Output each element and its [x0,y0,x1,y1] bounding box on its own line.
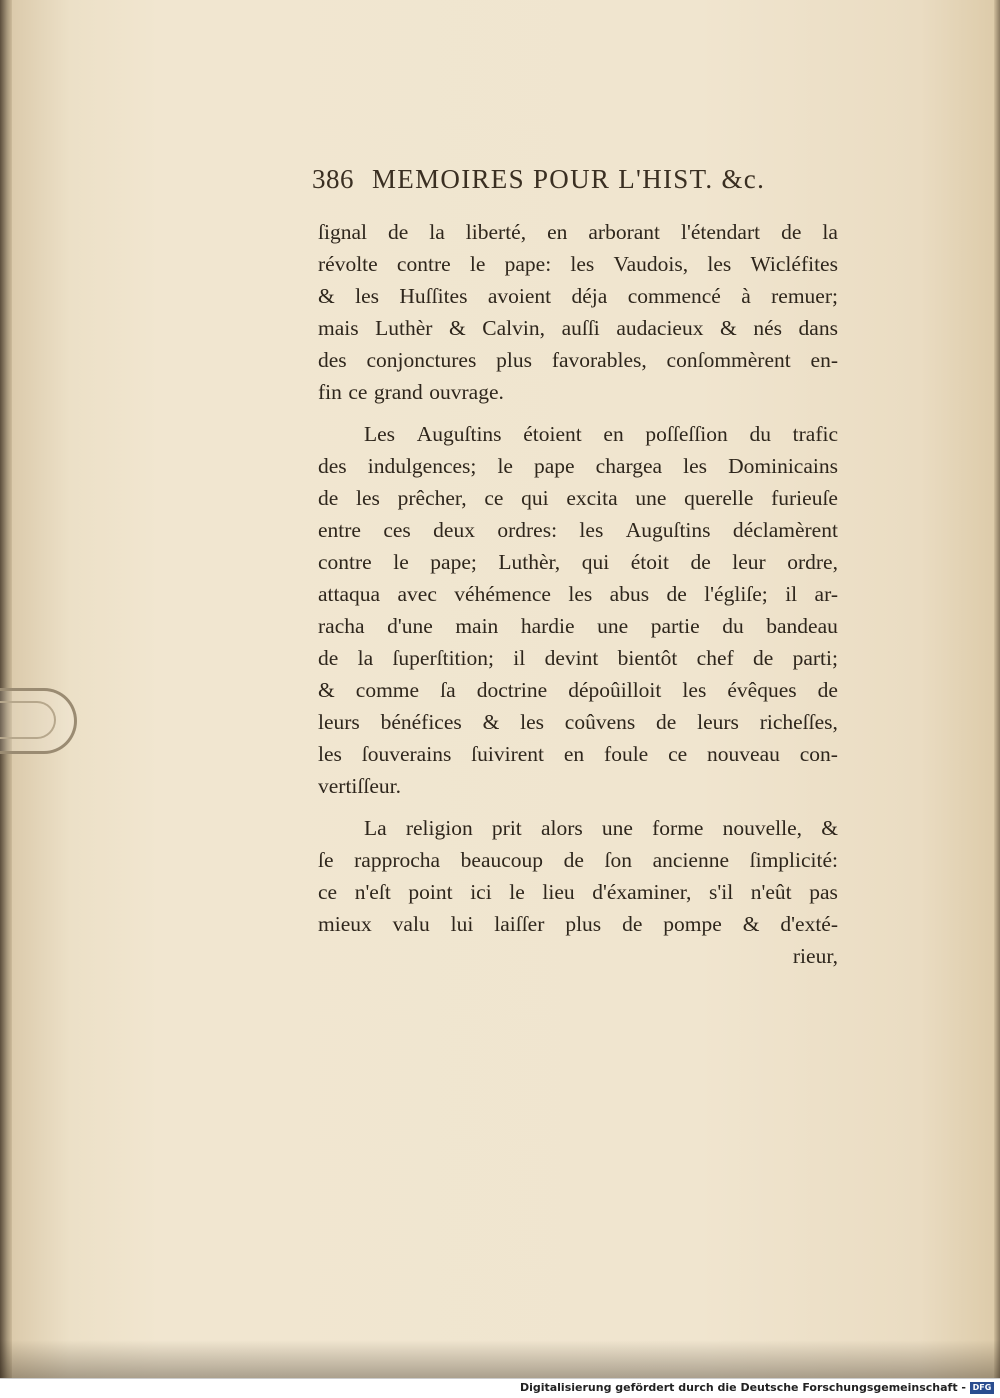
text-line: les ſouverains ſuivirent en foule ce nouveau con- [318,742,838,766]
text-line: vertiſſeur. [318,774,401,798]
text-line: contre le pape; Luthèr, qui étoit de leur ordre, [318,550,838,574]
text-line: & les Huſſites avoient déja commencé à remuer; [318,284,838,308]
catchword: rieur, [792,944,838,968]
running-head-title: MEMOIRES POUR L'HIST. &c. [372,164,766,194]
text-line: ce n'eſt point ici le lieu d'éxaminer, s'il n'eût pas [318,880,838,904]
text-line: révolte contre le pape: les Vaudois, les Wicléfites [318,252,838,276]
text-line: entre ces deux ordres: les Auguſtins déclamèrent [318,518,838,542]
text-line: des conjonctures plus favorables, conſommèrent en- [318,348,838,372]
funding-credit: Digitalisierung gefördert durch die Deutsche Forschungsgemeinschaft - [519,1381,966,1394]
page-shadow [0,1340,1000,1378]
text-line: de la ſuperſtition; il devint bientôt chef de parti; [318,646,838,670]
body-text [318,216,838,972]
text-line: racha d'une main hardie une partie du bandeau [318,614,838,638]
page-number: 386 [312,164,354,194]
page-edge [994,0,1000,1378]
text-line: mieux valu lui laiſſer plus de pompe & d'exté- [318,912,838,936]
text-line: & comme ſa doctrine dépoûilloit les évêques de [318,678,838,702]
text-line: fin ce grand ouvrage. [318,380,504,404]
paragraph-1 [318,216,838,408]
text-line: de les prêcher, ce qui excita une querelle furieuſe [318,486,838,510]
text-line: des indulgences; le pape chargea les Dominicains [318,454,838,478]
text-line: Les Auguſtins étoient en poſſeſſion du trafic [364,422,838,446]
dfg-logo: DFG [970,1382,994,1394]
text-line: ſignal de la liberté, en arborant l'étendart de la [318,220,838,244]
text-line: ſe rapprocha beaucoup de ſon ancienne ſimplicité: [318,848,838,872]
text-line: leurs bénéfices & les coûvens de leurs richeſſes, [318,710,838,734]
running-head [312,164,832,210]
paper-clip [0,688,77,754]
text-line: La religion prit alors une forme nouvelle, & [364,816,838,840]
digitization-footer [0,1378,1000,1398]
paragraph-2 [318,418,838,802]
text-line: attaqua avec véhémence les abus de l'égliſe; il ar- [318,582,838,606]
paragraph-3 [318,812,838,940]
text-line: mais Luthèr & Calvin, auſſi audacieux & nés dans [318,316,838,340]
